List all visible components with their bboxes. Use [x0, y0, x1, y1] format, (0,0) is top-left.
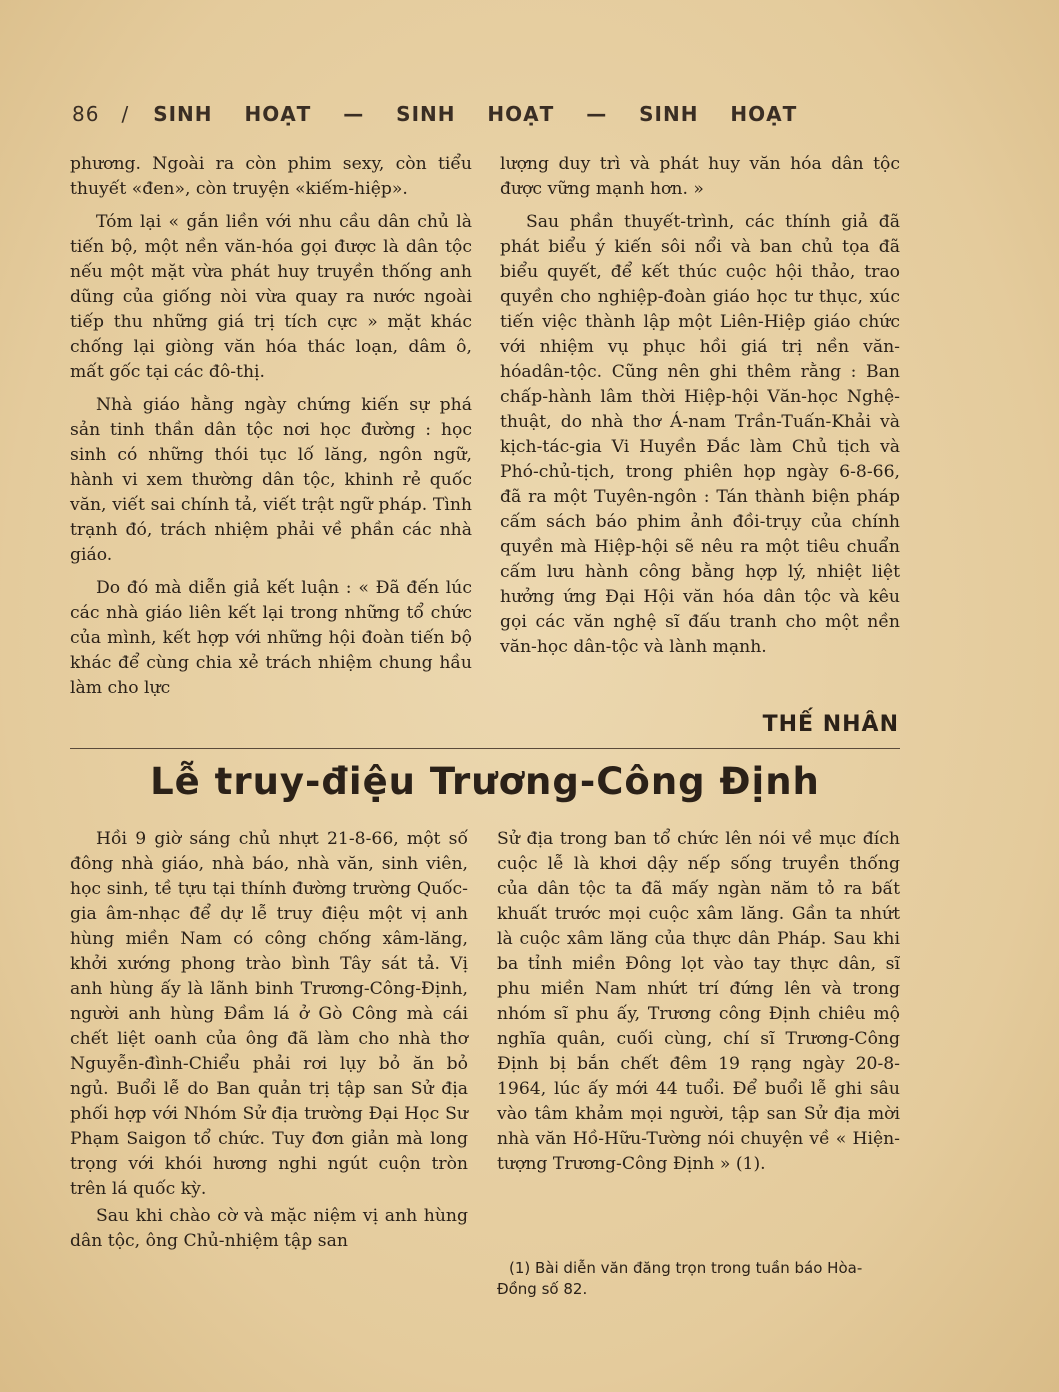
running-head-separator: / [121, 102, 130, 126]
section-divider [70, 748, 900, 749]
article-2-column-2 [497, 827, 900, 1185]
running-head [72, 98, 902, 130]
article-2-column-1 [70, 827, 468, 1256]
paragraph: Nhà giáo hằng ngày chứng kiến sự phá sản tinh thần dân tộc nơi học đường : học sinh có những thói tục lố lăng, ngôn ngữ, hành vi xem thường dân tộc, khinh rẻ quốc văn, viết sai chính tả, viết trật ngữ pháp. Tình trạnh đó, trách nhiệm phải về phần các nhà giáo. [70, 395, 472, 565]
footnote [497, 1258, 900, 1300]
article-1-column-2 [500, 152, 900, 668]
paragraph: Sau phần thuyết-trình, các thính giả đã phát biểu ý kiến sôi nổi và ban chủ tọa đã biểu quyết, để kết thúc cuộc hội thảo, trao quyền cho nghiệp-đoàn giáo học tư thục, xúc tiến việc thành lập một Liên-Hiệp giáo chức với nhiệm vụ phục hồi giá trị nền văn-hóadân-tộc. Cũng nên ghi thêm rằng : Ban chấp-hành lâm thời Hiệp-hội Văn-học Nghệ-thuật, do nhà thơ Á-nam Trần-Tuấn-Khải và kịch-tác-gia Vi Huyền Đắc làm Chủ tịch và Phó-chủ-tịch, trong phiên họp ngày 6-8-66, đã ra một Tuyên-ngôn : Tán thành biện pháp cấm sách báo phim ảnh đồi-trụy của chính quyền mà Hiệp-hội sẽ nêu ra một tiêu chuẩn cấm lưu hành công bằng hợp lý, nhiệt liệt hưởng ứng Đại Hội văn hóa dân tộc và kêu gọi các văn nghệ sĩ đấu tranh cho một nền văn-học dân-tộc và lành mạnh. [500, 212, 900, 657]
author-signature: THẾ NHÂN [762, 712, 899, 737]
paragraph: Sau khi chào cờ và mặc niệm vị anh hùng dân tộc, ông Chủ-nhiệm tập san [70, 1206, 468, 1251]
paragraph: Do đó mà diễn giả kết luận : « Đã đến lúc các nhà giáo liên kết lại trong những tổ chức của mình, kết hợp với những hội đoàn tiến bộ khác để cùng chia xẻ trách nhiệm chung hầu làm cho lực [70, 578, 472, 698]
running-head-title: SINH HOẠT — SINH HOẠT — SINH HOẠT [153, 102, 798, 126]
paragraph: Tóm lại « gắn liền với nhu cầu dân chủ là tiến bộ, một nền văn-hóa gọi được là dân tộc nếu một mặt vừa phát huy truyền thống anh dũng của giống nòi vừa quay ra nước ngoài tiếp thu những giá trị tích cực » mặt khác chống lại giòng văn hóa thác loạn, dâm ô, mất gốc tại các đô-thị. [70, 212, 472, 382]
page-number: 86 [72, 102, 100, 126]
article-1-column-1 [70, 152, 472, 709]
paragraph: Hồi 9 giờ sáng chủ nhựt 21-8-66, một số đông nhà giáo, nhà báo, nhà văn, sinh viên, học sinh, tề tựu tại thính đường trường Quốc-gia âm-nhạc để dự lễ truy điệu một vị anh hùng miền Nam có công chống xâm-lăng, khởi xướng phong trào bình Tây sát tả. Vị anh hùng ấy là lãnh binh Trương-Công-Định, người anh hùng Đầm lá ở Gò Công mà cái chết liệt oanh của ông đã làm cho nhà thơ Nguyễn-đình-Chiểu phải rơi lụy bỏ ăn bỏ ngủ. Buổi lễ do Ban quản trị tập san Sử địa phối hợp với Nhóm Sử địa trường Đại Học Sư Phạm Saigon tổ chức. Tuy đơn giản mà long trọng với khói hương nghi ngút cuộn tròn trên lá quốc kỳ. [70, 829, 468, 1199]
paragraph: phương. Ngoài ra còn phim sexy, còn tiểu thuyết «đen», còn truyện «kiếm-hiệp». [70, 154, 472, 199]
paragraph: Sử địa trong ban tổ chức lên nói về mục đích cuộc lễ là khơi dậy nếp sống truyền thống của dân tộc ta đã mấy ngàn năm tỏ ra bất khuất trước mọi cuộc xâm lăng. Gần ta nhứt là cuộc xâm lăng của thực dân Pháp. Sau khi ba tỉnh miền Đông lọt vào tay thực dân, sĩ phu miền Nam nhứt trí đứng lên và trong nhóm sĩ phu ấy, Trương công Định chiêu mộ nghĩa quân, cuối cùng, chí sĩ Trương-Công Định bị bắn chết đêm 19 rạng ngày 20-8-1964, lúc ấy mới 44 tuổi. Để buổi lễ ghi sâu vào tâm khảm mọi người, tập san Sử địa mời nhà văn Hồ-Hữu-Tường nói chuyện về « Hiện-tượng Trương-Công Định » (1). [497, 829, 900, 1174]
paragraph: lượng duy trì và phát huy văn hóa dân tộc được vững mạnh hơn. » [500, 154, 900, 199]
article-headline: Lễ truy-điệu Trương-Công Định [150, 760, 820, 803]
footnote-text: (1) Bài diễn văn đăng trọn trong tuần báo Hòa-Đồng số 82. [497, 1259, 863, 1298]
